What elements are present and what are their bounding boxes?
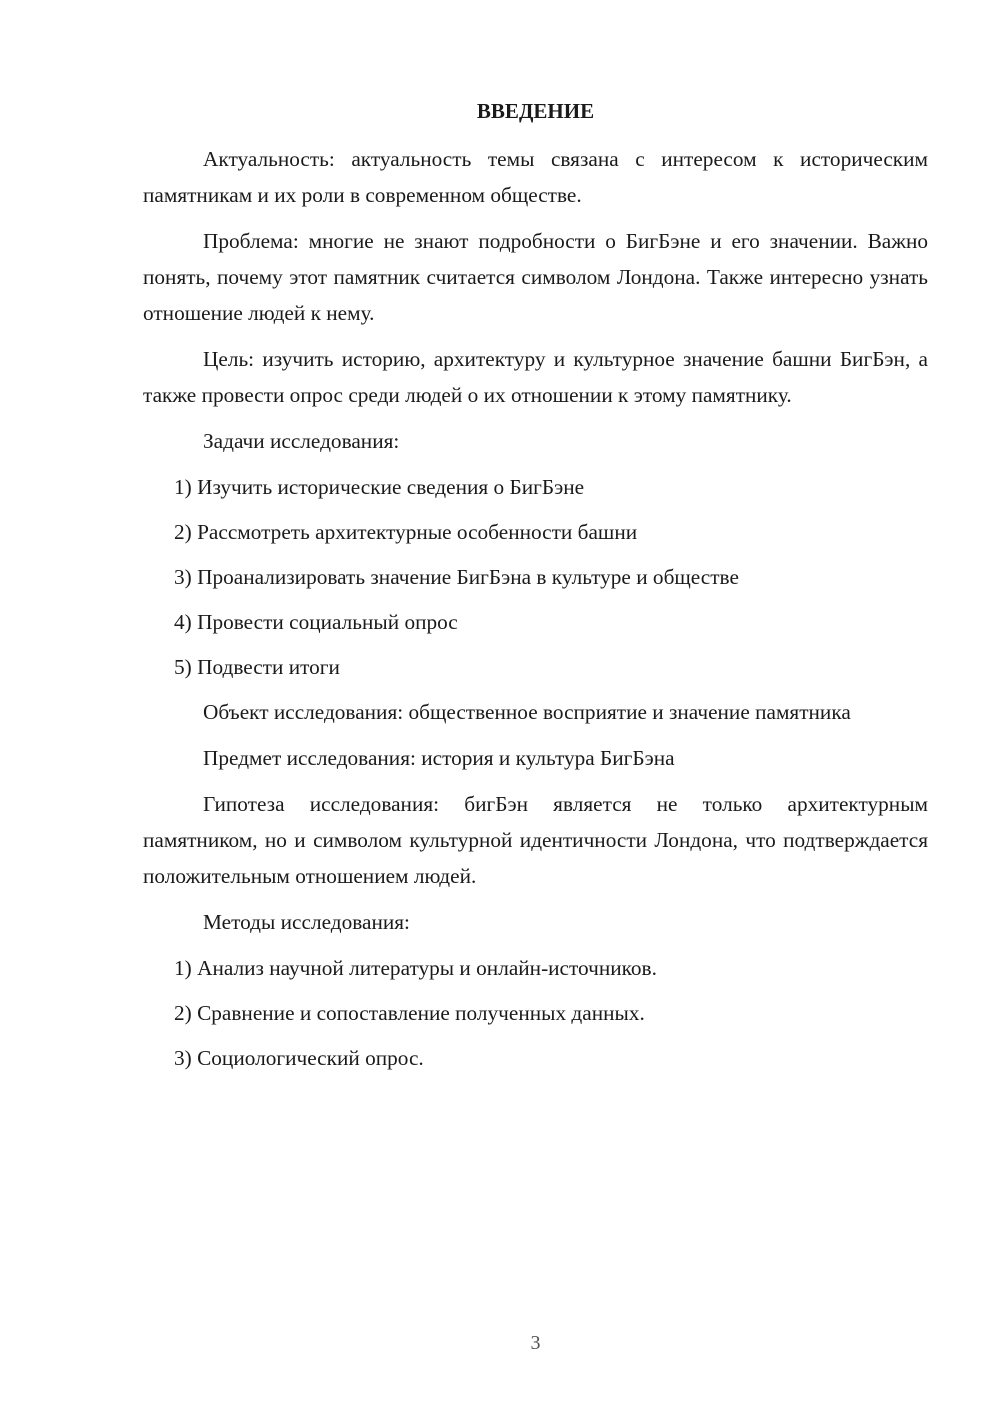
task-item: 2) Рассмотреть архитектурные особенности башни — [174, 520, 638, 544]
method-item: 2) Сравнение и сопоставление полученных данных. — [174, 1001, 645, 1025]
method-item: 3) Социологический опрос. — [174, 1046, 424, 1070]
subject-paragraph: Предмет исследования: история и культура БигБэна — [203, 746, 675, 770]
page-title: ВВЕДЕНИЕ — [476, 99, 595, 123]
problem-paragraph: Проблема: многие не знают подробности о БигБэне и его значении. Важно понять, почему этот памятник считается символом Лондона. Также интересно узнать отношение людей к нему. — [143, 229, 928, 325]
task-item: 4) Провести социальный опрос — [174, 610, 458, 634]
method-item: 1) Анализ научной литературы и онлайн-источников. — [174, 956, 657, 980]
hypothesis-paragraph: Гипотеза исследования: бигБэн является не только архитектурным памятником, но и символом культурной идентичности Лондона, что подтверждается положительным отношением людей. — [143, 792, 928, 888]
document-body — [143, 141, 928, 1085]
document-page — [143, 0, 928, 1414]
task-item: 5) Подвести итоги — [174, 655, 340, 679]
object-paragraph: Объект исследования: общественное восприятие и значение памятника — [203, 700, 851, 724]
task-item: 3) Проанализировать значение БигБэна в культуре и обществе — [174, 565, 739, 589]
task-item: 1) Изучить исторические сведения о БигБэне — [174, 475, 585, 499]
page-number: 3 — [530, 1332, 541, 1354]
methods-heading: Методы исследования: — [203, 910, 410, 934]
relevance-paragraph: Актуальность: актуальность темы связана с интересом к историческим памятникам и их роли в современном обществе. — [143, 147, 928, 207]
goal-paragraph: Цель: изучить историю, архитектуру и культурное значение башни БигБэн, а также провести опрос среди людей о их отношении к этому памятнику. — [143, 347, 928, 407]
tasks-heading: Задачи исследования: — [203, 429, 400, 453]
